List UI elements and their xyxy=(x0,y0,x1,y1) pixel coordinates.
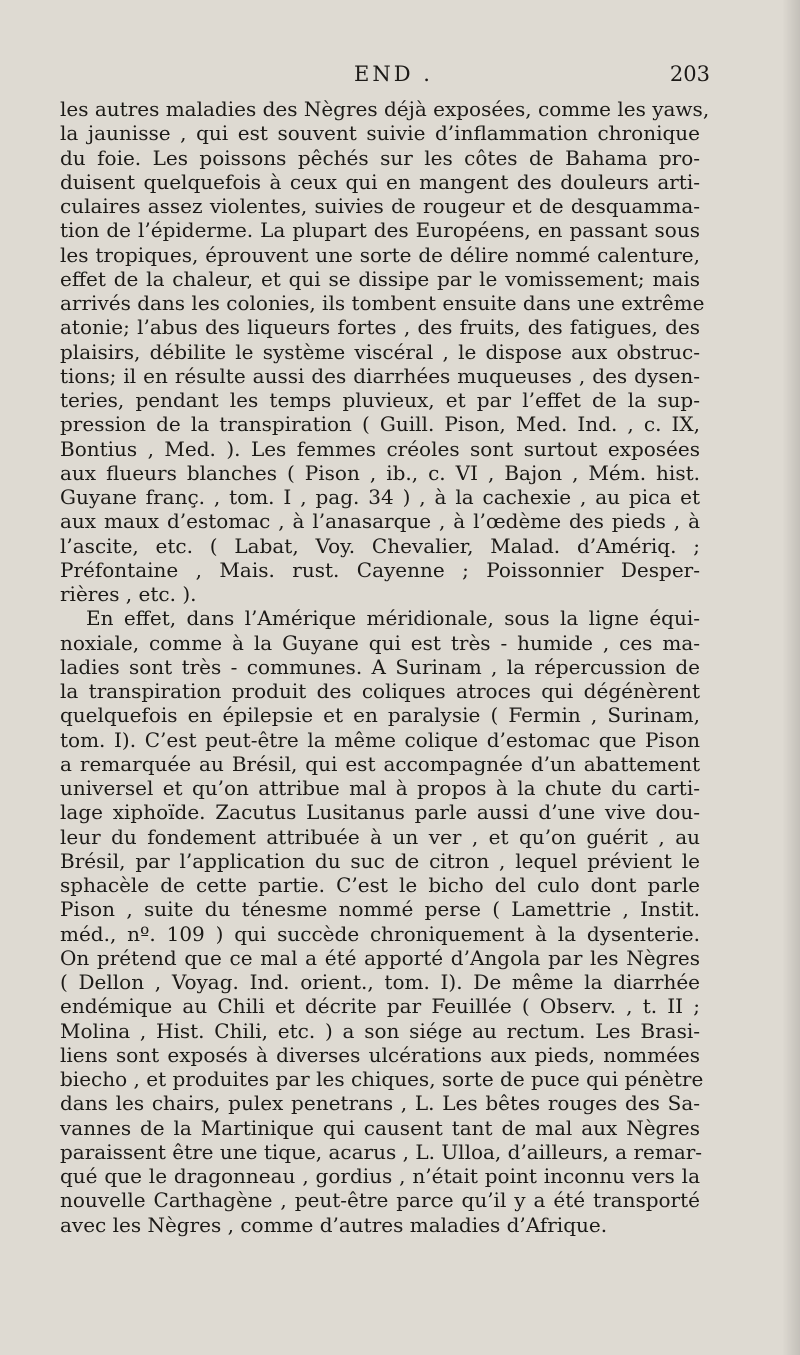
text-line: liens sont exposés à diverses ulcérations aux pieds, nommées xyxy=(60,1042,700,1067)
text-line: effet de la chaleur, et qui se dissipe par le vomissement; mais xyxy=(60,266,700,291)
text-line: aux flueurs blanches ( Pison , ib., c. VI , Bajon , Mém. hist. xyxy=(60,460,700,485)
text-line: plaisirs, débilite le système viscéral , le dispose aux obstruc- xyxy=(60,339,700,364)
text-line: tions; il en résulte aussi des diarrhées muqueuses , des dysen- xyxy=(60,363,700,388)
text-line: dans les chairs, pulex penetrans , L. Les bêtes rouges des Sa- xyxy=(60,1091,700,1116)
text-line: les tropiques, éprouvent une sorte de délire nommé calenture, xyxy=(60,242,700,267)
text-line: du foie. Les poissons pêchés sur les côtes de Bahama pro- xyxy=(60,145,700,170)
text-line: la transpiration produit des coliques atroces qui dégénèrent xyxy=(60,679,700,703)
text-line-paragraph-end: avec les Nègres , comme d’autres maladies d’Afrique. xyxy=(60,1212,608,1237)
text-line: atonie; l’abus des liqueurs fortes , des fruits, des fatigues, des xyxy=(60,315,700,340)
text-line: duisent quelquefois à ceux qui en mangent des douleurs arti- xyxy=(60,169,700,194)
page-header xyxy=(60,60,710,90)
text-line: tion de l’épiderme. La plupart des Européens, en passant sous xyxy=(60,218,700,243)
text-line-paragraph-end: rières , etc. ). xyxy=(60,582,197,606)
text-line: lage xiphoïde. Zacutus Lusitanus parle aussi d’une vive dou- xyxy=(60,800,700,825)
text-line: a remarquée au Brésil, qui est accompagnée d’un abattement xyxy=(60,751,700,776)
text-line: culaires assez violentes, suivies de rougeur et de desquamma- xyxy=(60,194,700,218)
text-line: Brésil, par l’application du suc de citron , lequel prévient le xyxy=(60,848,700,873)
text-line: Préfontaine , Mais. rust. Cayenne ; Poissonnier Desper- xyxy=(60,557,700,582)
text-line: qué que le dragonneau , gordius , n’était point inconnu vers la xyxy=(60,1164,700,1188)
text-line: universel et qu’on attribue mal à propos à la chute du carti- xyxy=(60,776,700,800)
text-line: nouvelle Carthagène , peut-être parce qu’il y a été transporté xyxy=(60,1188,700,1213)
text-line: quelquefois en épilepsie et en paralysie ( Fermin , Surinam, xyxy=(60,703,700,728)
text-line: On prétend que ce mal a été apporté d’Angola par les Nègres xyxy=(60,945,700,970)
text-line: Guyane franç. , tom. I , pag. 34 ) , à la cachexie , au pica et xyxy=(60,485,700,509)
text-line: arrivés dans les colonies, ils tombent ensuite dans une extrême xyxy=(60,291,705,315)
text-line: noxiale, comme à la Guyane qui est très - humide , ces ma- xyxy=(60,630,700,655)
text-line: pression de la transpiration ( Guill. Pison, Med. Ind. , c. IX, xyxy=(60,412,700,437)
text-line: tom. I). C’est peut-être la même colique d’estomac que Pison xyxy=(60,727,700,752)
page-edge-shadow xyxy=(782,0,800,1355)
text-line: Molina , Hist. Chili, etc. ) a son siége au rectum. Les Brasi- xyxy=(60,1018,700,1043)
text-line: teries, pendant les temps pluvieux, et par l’effet de la sup- xyxy=(60,388,700,412)
text-line: sphacèle de cette partie. C’est le bicho del culo dont parle xyxy=(60,873,700,897)
text-line: vannes de la Martinique qui causent tant de mal aux Nègres xyxy=(60,1115,700,1140)
text-line: les autres maladies des Nègres déjà exposées, comme les yaws, xyxy=(60,97,710,121)
text-line-paragraph-start: En effet, dans l’Amérique méridionale, sous la ligne équi- xyxy=(86,606,700,631)
page-number: 203 xyxy=(669,62,710,86)
text-line: biecho , et produites par les chiques, sorte de puce qui pénètre xyxy=(60,1067,704,1091)
text-line: Bontius , Med. ). Les femmes créoles sont surtout exposées xyxy=(60,436,700,461)
text-line: Pison , suite du ténesme nommé perse ( Lamettrie , Instit. xyxy=(60,897,700,922)
text-line: paraissent être une tique, acarus , L. Ulloa, d’ailleurs, a remar- xyxy=(60,1139,703,1164)
text-line: la jaunisse , qui est souvent suivie d’inflammation chronique xyxy=(60,121,700,146)
text-line: leur du fondement attribuée à un ver , et qu’on guérit , au xyxy=(60,824,700,849)
text-line: aux maux d’estomac , à l’anasarque , à l’œdème des pieds , à xyxy=(60,509,700,534)
text-line: méd., nº. 109 ) qui succède chroniquement à la dysenterie. xyxy=(60,921,700,946)
body-text xyxy=(60,97,710,1237)
running-head: END . xyxy=(354,62,433,86)
text-line: l’ascite, etc. ( Labat, Voy. Chevalier, Malad. d’Amériq. ; xyxy=(60,533,700,558)
text-line: ( Dellon , Voyag. Ind. orient., tom. I). De même la diarrhée xyxy=(60,970,700,994)
text-line: ladies sont très - communes. A Surinam , la répercussion de xyxy=(60,654,700,679)
text-line: endémique au Chili et décrite par Feuillée ( Observ. , t. II ; xyxy=(60,994,700,1019)
